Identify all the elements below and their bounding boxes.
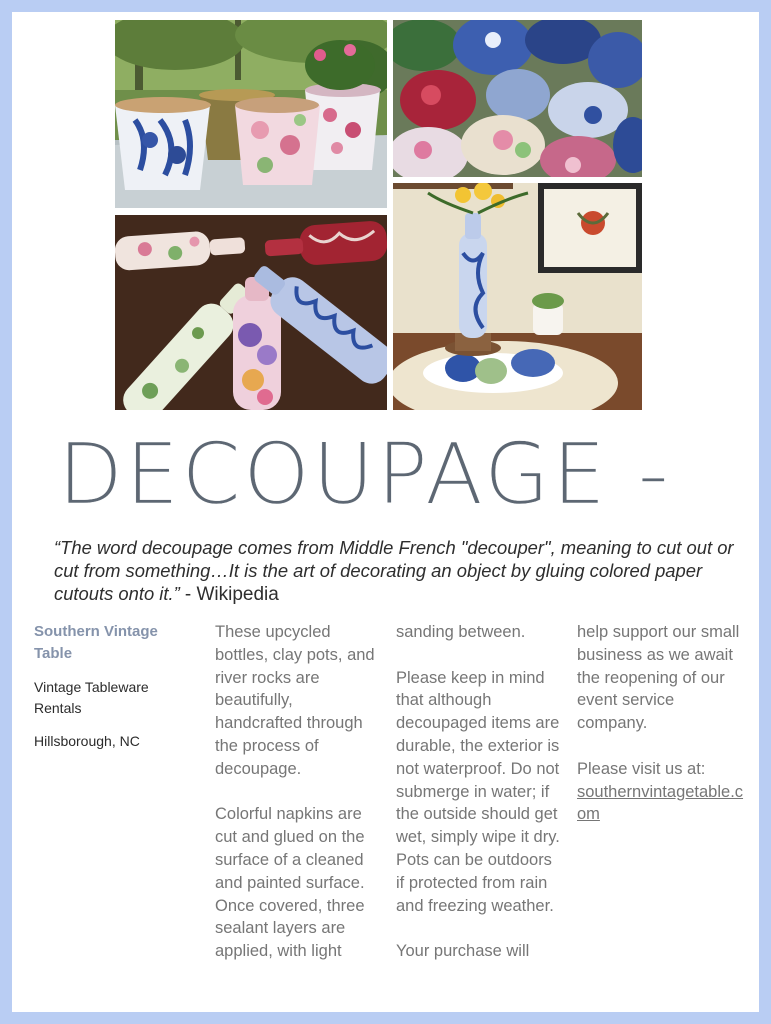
quote-text: “The word decoupage comes from Middle French "decouper", meaning to cut out or cut from something…It is the art of decorating an object by gluing colored paper cutouts onto it.”: [54, 537, 734, 604]
page-title: DECOUPAGE -: [58, 425, 672, 523]
body-paragraph-1: These upcycled bottles, clay pots, and river rocks are beautifully, handcrafted through the process of decoupage.: [215, 623, 375, 778]
body-column-2: [396, 621, 564, 986]
body-column-3: [577, 621, 745, 826]
quote-block: [54, 536, 734, 606]
brand-tagline: Vintage Tableware Rentals: [34, 679, 149, 716]
visit-label: Please visit us at:: [577, 759, 706, 778]
brand-name: Southern Vintage Table: [34, 623, 158, 662]
flyer-page: [12, 12, 759, 1012]
brand-location: Hillsborough, NC: [34, 733, 140, 749]
photo-vase-arrangement: [393, 183, 642, 410]
sidebar: [34, 621, 184, 752]
quote-source: - Wikipedia: [184, 584, 279, 605]
website-link[interactable]: southernvintagetable.com: [577, 782, 744, 824]
body-paragraph-3: Please keep in mind that although decoupaged items are durable, the exterior is not waterproof. Do not submerge in water; if the outside should get wet, simply wipe it dry. Pots can be outdoors if protected from rain and freezing weather.: [396, 668, 560, 915]
body-paragraph-4-cont: help support our small business as we await the reopening of our event service company.: [577, 623, 740, 733]
photo-river-rocks: [393, 20, 642, 177]
photo-clay-pots: [115, 20, 387, 208]
website-row: [577, 781, 745, 827]
body-column-1: [215, 621, 383, 986]
photo-bottles: [115, 215, 387, 410]
body-paragraph-2-cont: sanding between.: [396, 623, 526, 641]
body-paragraph-4: Your purchase will: [396, 942, 530, 961]
body-paragraph-2: Colorful napkins are cut and glued on the surface of a cleaned and painted surface. Once covered, three sealant layers are applied, with light: [215, 805, 365, 961]
